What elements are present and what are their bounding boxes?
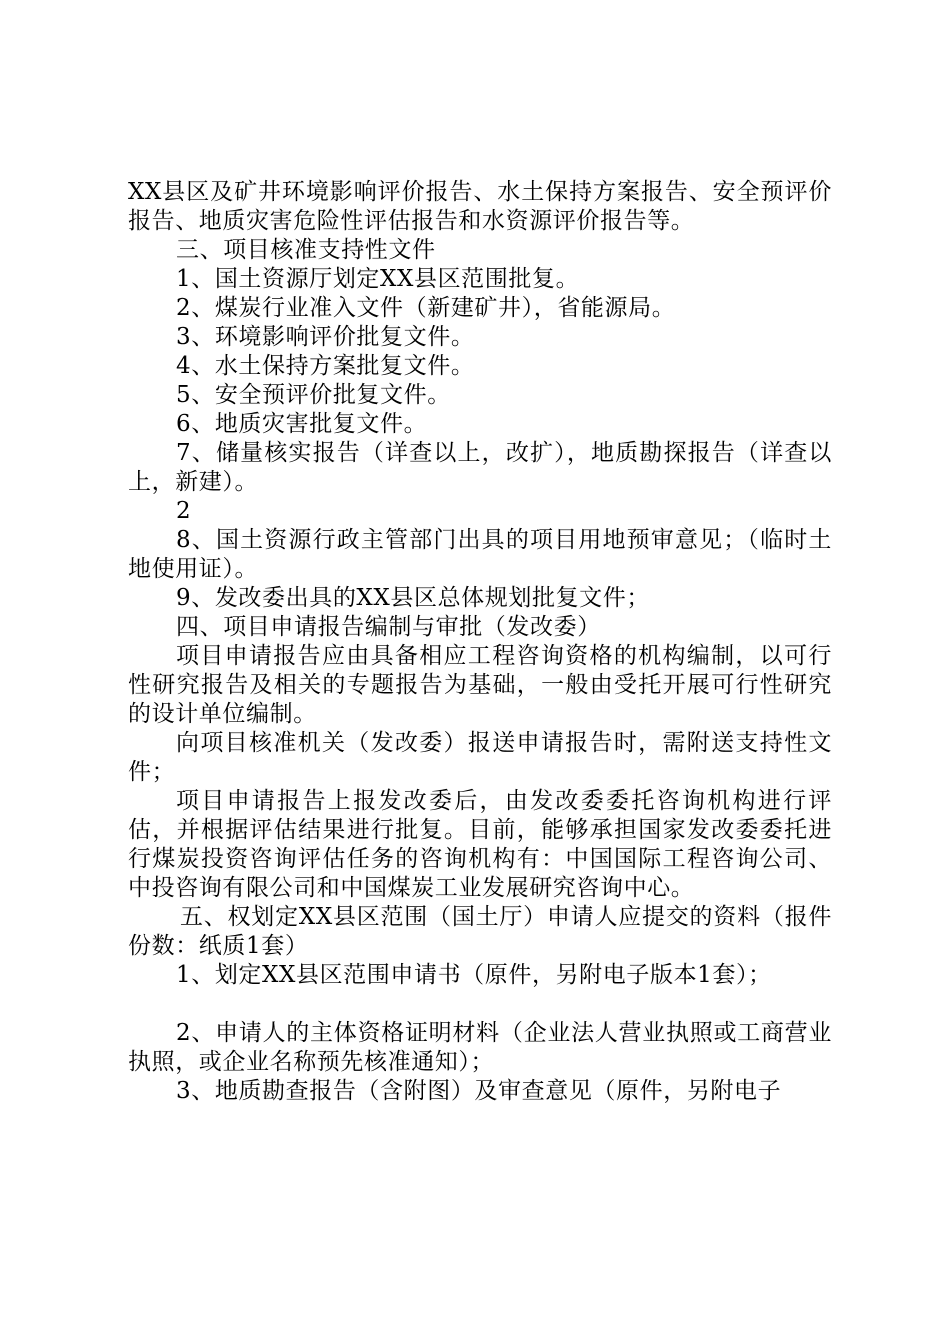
paragraph-report-approval: 项目申请报告上报发改委后，由发改委委托咨询机构进行评估，并根据评估结果进行批复。目前，能够承担国家发改委委托进行煤炭投资咨询评估任务的咨询机构有：中国国际工程咨询公司、中投咨询有限公司和中国煤炭工业发展研究咨询中心。	[128, 788, 832, 901]
document-page	[128, 178, 832, 1106]
list-item-6: 6、地质灾害批复文件。	[176, 411, 428, 437]
list-item-1: 1、国土资源厅划定XX县区范围批复。	[176, 266, 580, 292]
blank-line	[128, 990, 832, 1019]
material-item-2: 2、申请人的主体资格证明材料（企业法人营业执照或工商营业执照，或企业名称预先核准通知）；	[128, 1020, 832, 1075]
section-heading-4: 四、项目申请报告编制与审批（发改委）	[176, 614, 601, 640]
list-item-5: 5、安全预评价批复文件。	[176, 382, 451, 408]
paragraph-report-preparation: 项目申请报告应由具备相应工程咨询资格的机构编制，以可行性研究报告及相关的专题报告为基础，一般由受托开展可行性研究的设计单位编制。	[128, 643, 832, 727]
material-item-1: 1、划定XX县区范围申请书（原件，另附电子版本1套）；	[176, 962, 772, 988]
paragraph-continuation: XX县区及矿井环境影响评价报告、水土保持方案报告、安全预评价报告、地质灾害危险性评估报告和水资源评价报告等。	[128, 179, 832, 234]
list-item-7: 7、储量核实报告（详查以上，改扩），地质勘探报告（详查以上，新建）。	[128, 440, 832, 495]
section-heading-3: 三、项目核准支持性文件	[176, 237, 436, 263]
material-item-3: 3、地质勘查报告（含附图）及审查意见（原件，另附电子	[176, 1078, 782, 1104]
page-number: 2	[176, 498, 192, 524]
list-item-9: 9、发改委出具的XX县区总体规划批复文件；	[176, 585, 650, 611]
list-item-8: 8、国土资源行政主管部门出具的项目用地预审意见；（临时土地使用证）。	[128, 527, 832, 582]
section-heading-5: 五、权划定XX县区范围（国土厅）申请人应提交的资料（报件份数：纸质1套）	[128, 904, 832, 959]
list-item-3: 3、环境影响评价批复文件。	[176, 324, 475, 350]
list-item-2: 2、煤炭行业准入文件（新建矿井），省能源局。	[176, 295, 676, 321]
paragraph-report-submission: 向项目核准机关（发改委）报送申请报告时，需附送支持性文件；	[128, 730, 832, 785]
list-item-4: 4、水土保持方案批复文件。	[176, 353, 475, 379]
